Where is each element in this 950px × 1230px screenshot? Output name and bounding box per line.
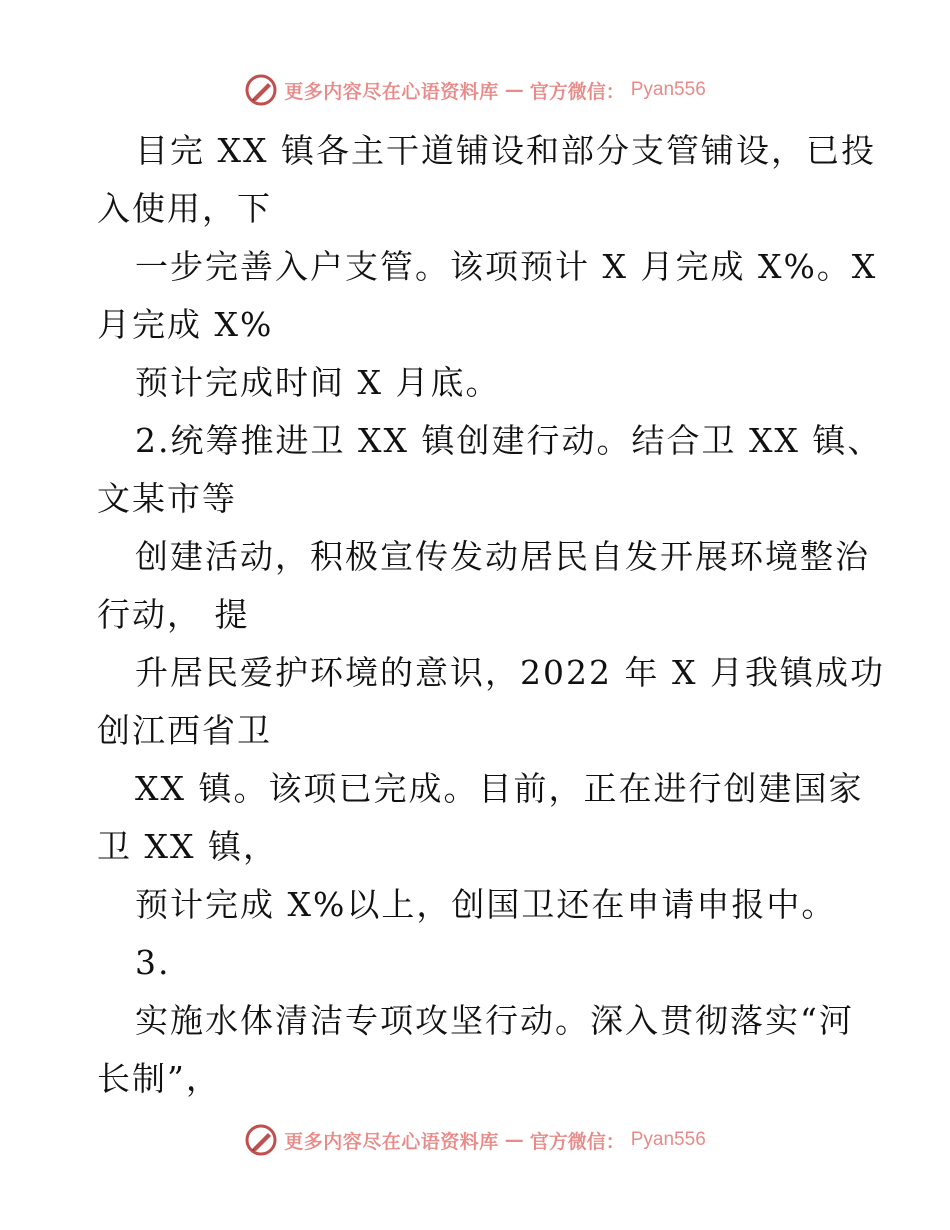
text-line: 实施水体清洁专项攻坚行动。深入贯彻落实“河 [135, 1001, 854, 1040]
watermark-wechat-label: 官方微信： [529, 80, 625, 103]
watermark-wechat-id: Pyan556 [630, 79, 706, 100]
watermark-separator: — [504, 1129, 524, 1151]
text-line: 文某市等 [97, 479, 237, 518]
watermark-wechat-id: Pyan556 [630, 1129, 706, 1150]
header-watermark [0, 70, 950, 110]
quill-logo-icon [244, 1123, 278, 1157]
text-line: 2.统筹推进卫 XX 镇创建行动。结合卫 XX 镇、 [135, 421, 883, 460]
text-line: 创建活动，积极宣传发动居民自发开展环境整治 [135, 537, 870, 576]
watermark-separator: — [504, 79, 524, 101]
text-line: 月完成 X% [97, 305, 274, 344]
text-line: 预计完成时间 X 月底。 [135, 363, 501, 402]
text-line: 入使用，下 [97, 189, 272, 228]
document-body [97, 122, 885, 1108]
text-line: 3. [135, 943, 171, 982]
text-line: 长制”， [97, 1059, 221, 1098]
text-line: 一步完善入户支管。该项预计 X 月完成 X%。X [135, 247, 878, 286]
text-line: 目完 XX 镇各主干道铺设和部分支管铺设，已投 [135, 131, 876, 170]
watermark-main-text: 更多内容尽在心语资料库 [284, 1130, 499, 1153]
footer-watermark [0, 1120, 950, 1160]
text-line: 创江西省卫 [97, 711, 272, 750]
text-line: 行动， 提 [97, 595, 250, 634]
text-line: 升居民爱护环境的意识，2022 年 X 月我镇成功 [135, 653, 885, 692]
text-line: 预计完成 X%以上，创国卫还在申请申报中。 [135, 885, 837, 924]
text-line: 卫 XX 镇， [97, 827, 278, 866]
quill-logo-icon [244, 73, 278, 107]
watermark-main-text: 更多内容尽在心语资料库 [284, 80, 499, 103]
text-line: XX 镇。该项已完成。目前，正在进行创建国家 [135, 769, 864, 808]
watermark-wechat-label: 官方微信： [529, 1130, 625, 1153]
